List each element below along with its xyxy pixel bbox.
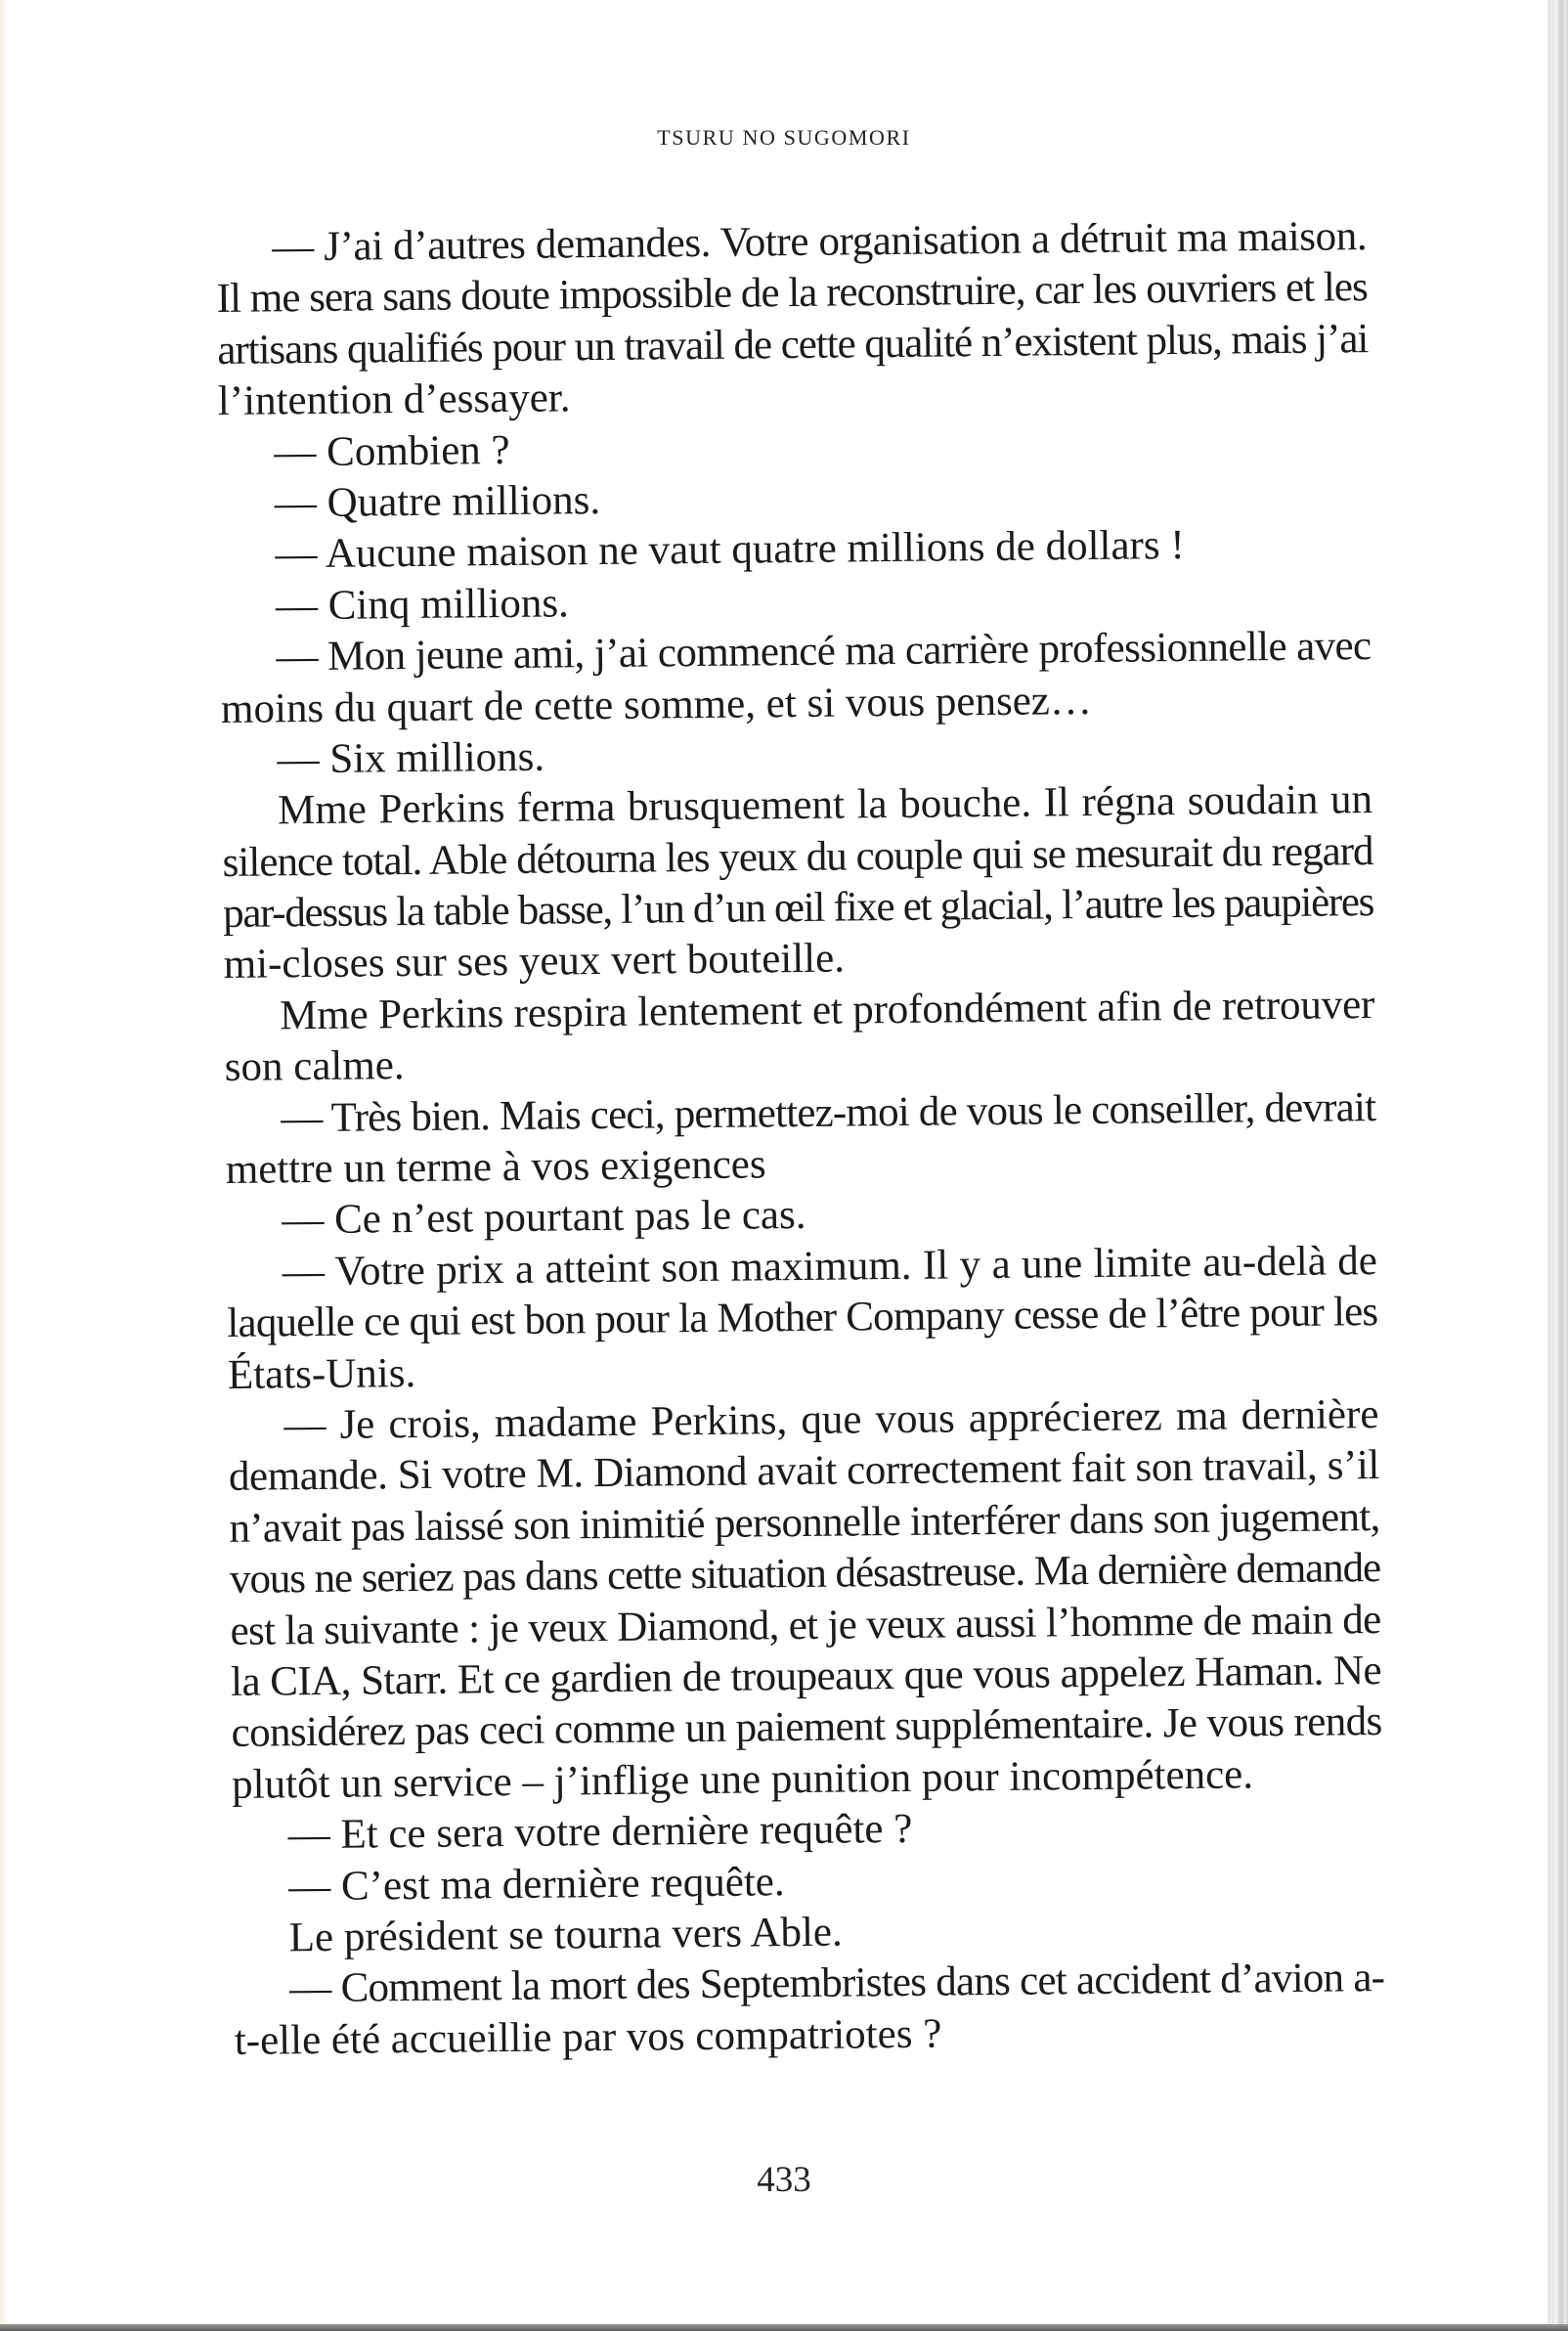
text-line: t-elle été accueillie par vos compatriotes ? (234, 2010, 942, 2064)
text-line: — Mon jeune ami, j’ai commencé ma carrière professionnelle avec (276, 623, 1372, 681)
text-line: — Très bien. Mais ceci, permettez-moi de vous le conseiller, devrait (281, 1083, 1376, 1142)
scan-bottom-edge (0, 2324, 1568, 2331)
text-line: — Six millions. (277, 733, 545, 783)
page-left-edge (0, 0, 10, 2331)
text-line: vous ne seriez pas dans cette situation désastreuse. Ma dernière demande (229, 1545, 1381, 1604)
page-number: 433 (757, 2160, 811, 2200)
text-line: — Cinq millions. (275, 580, 570, 630)
body-text (216, 211, 1385, 2067)
text-line: laquelle ce qui est bon pour la Mother Company cesse de l’être pour les (227, 1289, 1378, 1347)
text-line: — C’est ma dernière requête. (287, 1858, 785, 1910)
text-line: États-Unis. (227, 1349, 416, 1398)
text-line: — Ce n’est pourtant pas le cas. (282, 1192, 806, 1244)
text-line: — Et ce sera votre dernière requête ? (287, 1805, 913, 1859)
text-line: moins du quart de cette somme, et si vous pensez… (220, 677, 1093, 732)
text-line: mi-closes sur ses yeux vert bouteille. (223, 935, 846, 989)
text-line: silence total. Able détourna les yeux du couple qui se mesurait du regard (222, 827, 1373, 886)
text-line: Mme Perkins respira lentement et profondément afin de retrouver (279, 981, 1375, 1039)
text-line: son calme. (224, 1042, 405, 1091)
text-line: la CIA, Starr. Et ce gardien de troupeaux que vous appelez Haman. Ne (230, 1647, 1382, 1705)
text-line: — Votre prix a atteint son maximum. Il y a une limite au-delà de (282, 1237, 1378, 1296)
text-line: — J’ai d’autres demandes. Votre organisation a détruit ma maison. (272, 213, 1368, 271)
page-right-edge-binding (1545, 0, 1568, 2325)
text-line: — Je crois, madame Perkins, que vous apprécierez ma dernière (283, 1391, 1379, 1449)
text-line: artisans qualifiés pour un travail de cette qualité n’existent plus, mais j’ai (217, 315, 1369, 374)
text-line: considérez pas ceci comme un paiement supplémentaire. Je vous rends (231, 1698, 1382, 1757)
text-line: l’intention d’essayer. (217, 374, 571, 425)
text-line: plutôt un service – j’inflige une punition pour incompétence. (231, 1751, 1254, 1808)
text-line: — Quatre millions. (274, 476, 601, 527)
text-line: Il me sera sans doute impossible de la reconstruire, car les ouvriers et les (216, 264, 1368, 323)
text-line: Le président se tourna vers Able. (288, 1909, 843, 1961)
text-line: demande. Si votre M. Diamond avait correctement fait son travail, s’il (228, 1442, 1380, 1501)
running-head: TSURU NO SUGOMORI (657, 125, 911, 150)
text-line: — Comment la mort des Septembristes dans cet accident d’avion a- (289, 1955, 1385, 2012)
text-line: — Combien ? (274, 426, 510, 475)
text-line: Mme Perkins ferma brusquement la bouche. Il régna soudain un (277, 776, 1373, 834)
text-line: — Aucune maison ne vaut quatre millions de dollars ! (275, 522, 1185, 578)
text-line: par-dessus la table basse, l’un d’un œil fixe et glacial, l’autre les paupières (222, 879, 1374, 938)
text-line: mettre un terme à vos exigences (225, 1141, 766, 1193)
text-line: est la suivante : je veux Diamond, et je veux aussi l’homme de main de (230, 1596, 1381, 1654)
text-line: n’avait pas laissé son inimitié personnelle interférer dans son jugement, (229, 1493, 1380, 1552)
